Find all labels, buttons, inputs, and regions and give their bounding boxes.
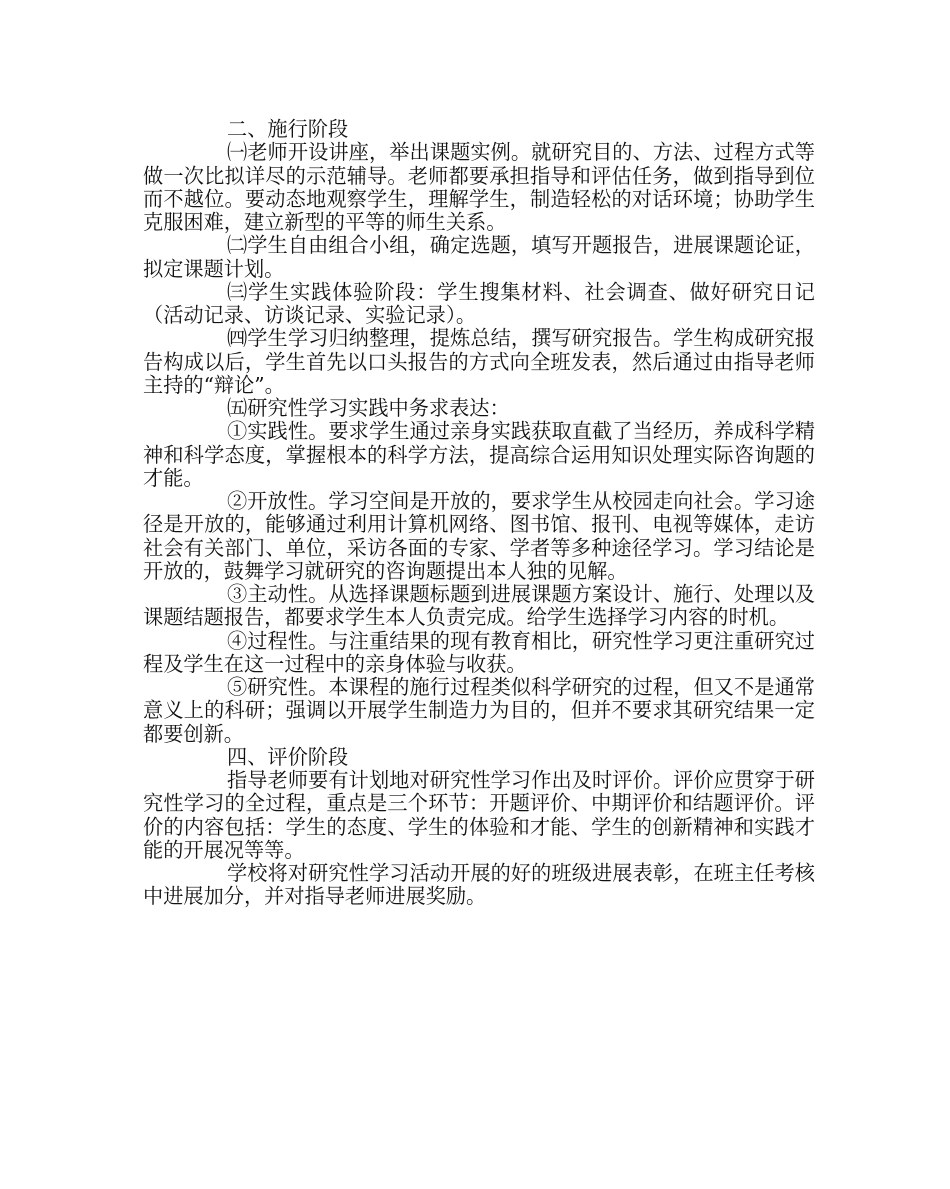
paragraph-4: ㈣学生学习归纳整理，提炼总结，撰写研究报告。学生构成研究报告构成以后，学生首先以口头报告的方式向全班发表，然后通过由指导老师主持的“辩论”。 [143,326,815,397]
paragraph-process: ④过程性。与注重结果的现有教育相比，研究性学习更注重研究过程及学生在这一过程中的亲身体验与收获。 [143,628,815,676]
paragraph-5: ㈤研究性学习实践中务求表达： [227,396,510,420]
paragraph-1: ㈠老师开设讲座，举出课题实例。就研究目的、方法、过程方式等做一次比拟详尽的示范辅导。老师都要承担指导和评估任务，做到指导到位而不越位。要动态地观察学生，理解学生，制造轻松的对话环境；协助学生克服困难，建立新型的平等的师生关系。 [143,140,815,234]
paragraph-research: ⑤研究性。本课程的施行过程类似科学研究的过程，但又不是通常意义上的科研；强调以开展学生制造力为目的，但并不要求其研究结果一定都要创新。 [143,675,815,746]
paragraph-openness: ②开放性。学习空间是开放的，要求学生从校园走向社会。学习途径是开放的，能够通过利用计算机网络、图书馆、报刊、电视等媒体，走访社会有关部门、单位，采访各面的专家、学者等多种途径学习。学习结论是开放的，鼓舞学习就研究的咨询题提出本人独的见解。 [143,489,815,583]
paragraph-initiative: ③主动性。从选择课题标题到进展课题方案设计、施行、处理以及课题结题报告，都要求学生本人负责完成。给学生选择学习内容的时机。 [143,582,815,630]
section-heading-implementation: 二、施行阶段 [227,117,349,141]
section-heading-evaluation: 四、评价阶段 [227,744,349,769]
paragraph-practicality: ①实践性。要求学生通过亲身实践获取直截了当经历，养成科学精神和科学态度，掌握根本的科学方法，提高综合运用知识处理实际咨询题的才能。 [143,419,815,490]
paragraph-evaluation: 指导老师要有计划地对研究性学习作出及时评价。评价应贯穿于研究性学习的全过程，重点是三个环节：开题评价、中期评价和结题评价。评价的内容包括：学生的态度、学生的体验和才能、学生的创新精神和实践才能的开展况等等。 [143,768,815,862]
paragraph-3: ㈢学生实践体验阶段：学生搜集材料、社会调查、做好研究日记（活动记录、访谈记录、实验记录）。 [143,279,815,327]
paragraph-2: ㈡学生自由组合小组，确定选题，填写开题报告，进展课题论证，拟定课题计划。 [143,233,815,281]
document-body [143,118,815,909]
paragraph-rewards: 学校将对研究性学习活动开展的好的班级进展表彰，在班主任考核中进展加分，并对指导老师进展奖励。 [143,861,815,909]
